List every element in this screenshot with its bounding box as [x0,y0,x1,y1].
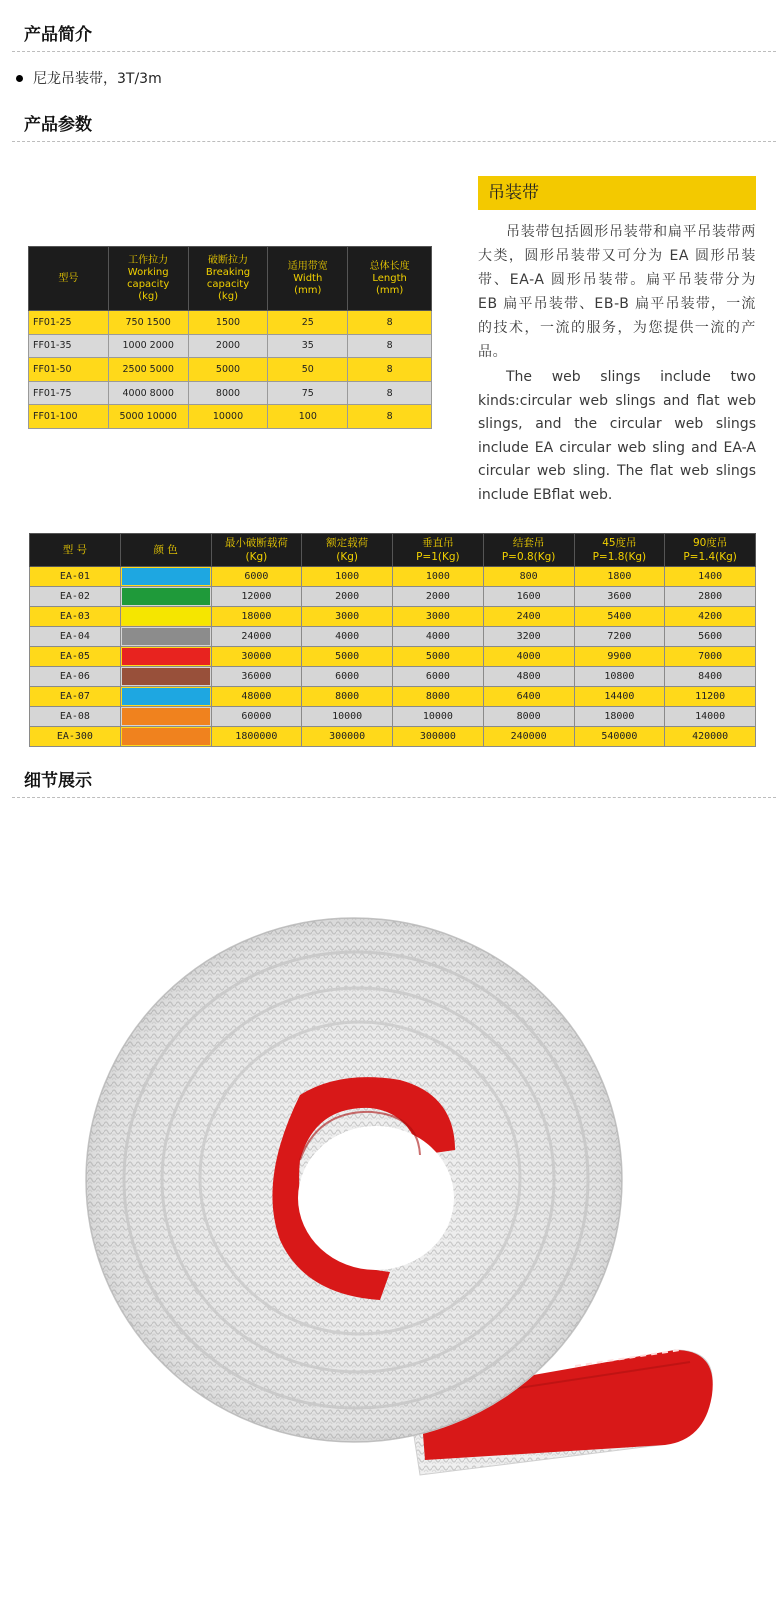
ea-table-cell: 1000 [393,567,484,587]
ff-table-row [29,311,432,335]
ea-table-cell: 8000 [483,707,574,727]
ea-header-cell: 型 号 [30,534,121,567]
description-chinese: 吊装带包括圆形吊装带和扁平吊装带两大类，圆形吊装带又可分为 EA 圆形吊装带、EA-A 圆形吊装带。扁平吊装带分为 EB 扁平吊装带、EB-B 扁平吊装带，一流的技术，一流的服务，为您提供一流的产品。 [478,224,756,360]
ea-table-cell: 24000 [211,627,302,647]
ea-model-cell: EA-05 [30,647,121,667]
color-swatch [122,728,210,745]
ff-table-cell: FF01-35 [29,334,109,358]
ea-header-cell: 结套吊 P=0.8(Kg) [483,534,574,567]
ea-table-cell: 14400 [574,687,665,707]
ff-table-cell: 25 [268,311,348,335]
ea-table-cell: 8000 [302,687,393,707]
ea-color-cell [120,567,211,587]
ff-table-cell: 750 1500 [108,311,188,335]
color-swatch [122,588,210,605]
color-swatch [122,608,210,625]
ea-table-row [30,647,756,667]
ea-table-cell: 4200 [665,607,756,627]
ea-table-row [30,727,756,747]
ea-table-cell: 5400 [574,607,665,627]
ea-header-cell: 额定载荷 (Kg) [302,534,393,567]
ea-table-cell: 10800 [574,667,665,687]
ea-table-cell: 9900 [574,647,665,667]
color-swatch [122,648,210,665]
ea-table-cell: 12000 [211,587,302,607]
ff-table-row [29,381,432,405]
ea-table-cell: 4000 [302,627,393,647]
ea-table-cell: 3600 [574,587,665,607]
ea-table-cell: 11200 [665,687,756,707]
ea-table-cell: 5000 [302,647,393,667]
ea-table-cell: 2000 [393,587,484,607]
ea-color-cell [120,687,211,707]
ea-table-row [30,587,756,607]
section-title-intro: 产品简介 [12,18,776,52]
ea-table-row [30,687,756,707]
ff-table-cell: 8 [348,358,432,382]
ff-table-cell: 8 [348,311,432,335]
ff-table-row [29,405,432,429]
section-title-params: 产品参数 [12,108,776,142]
ff-table-cell: 10000 [188,405,268,429]
ff-header-cell: 型号 [29,247,109,311]
ea-table-cell: 1000 [302,567,393,587]
ea-model-cell: EA-08 [30,707,121,727]
ea-model-cell: EA-03 [30,607,121,627]
ea-table-cell: 6000 [393,667,484,687]
ff-table-cell: 100 [268,405,348,429]
ea-header-cell: 最小破断载荷 (Kg) [211,534,302,567]
ea-table-cell: 30000 [211,647,302,667]
ea-color-cell [120,647,211,667]
color-swatch [122,568,210,585]
ff-spec-table [28,246,432,429]
ff-table-cell: 35 [268,334,348,358]
ea-table-cell: 4000 [483,647,574,667]
ea-table-cell: 240000 [483,727,574,747]
ea-header-cell: 45度吊 P=1.8(Kg) [574,534,665,567]
ea-table-body [30,567,756,747]
ea-color-cell [120,587,211,607]
ea-model-cell: EA-01 [30,567,121,587]
product-photo [0,880,776,1610]
ea-table-cell: 14000 [665,707,756,727]
ea-table-cell: 10000 [302,707,393,727]
bullet-icon [16,75,23,82]
intro-text: 尼龙吊装带，3T/3m [33,71,162,87]
ea-color-cell [120,667,211,687]
ff-table-cell: 1500 [188,311,268,335]
ff-table-cell: 2000 [188,334,268,358]
ea-table-cell: 3000 [302,607,393,627]
ea-model-cell: EA-02 [30,587,121,607]
color-swatch [122,628,210,645]
ff-table-cell: 4000 8000 [108,381,188,405]
ff-header-cell: 总体长度 Length (mm) [348,247,432,311]
ea-table-cell: 2800 [665,587,756,607]
color-swatch [122,668,210,685]
ea-table-cell: 300000 [393,727,484,747]
ff-table-row [29,358,432,382]
ea-table-cell: 4800 [483,667,574,687]
ea-table-cell: 1400 [665,567,756,587]
ff-table-cell: 2500 5000 [108,358,188,382]
ea-color-cell [120,727,211,747]
ea-header-cell: 90度吊 P=1.4(Kg) [665,534,756,567]
ea-spec-table [29,533,756,747]
ea-table-cell: 8400 [665,667,756,687]
ff-header-row [29,247,432,311]
ea-table-cell: 1600 [483,587,574,607]
ff-table-cell: 1000 2000 [108,334,188,358]
ff-table-body [29,311,432,429]
ea-header-row [30,534,756,567]
ea-table-cell: 8000 [393,687,484,707]
ea-model-cell: EA-07 [30,687,121,707]
ff-table-cell: 8 [348,334,432,358]
ff-table-row [29,334,432,358]
ea-table-cell: 300000 [302,727,393,747]
ea-model-cell: EA-04 [30,627,121,647]
ea-table-cell: 5000 [393,647,484,667]
ea-table-cell: 7200 [574,627,665,647]
ea-table-cell: 18000 [211,607,302,627]
ea-table-cell: 1800000 [211,727,302,747]
ea-table-cell: 5600 [665,627,756,647]
ea-table-cell: 2400 [483,607,574,627]
ea-table-cell: 10000 [393,707,484,727]
ea-table-row [30,627,756,647]
ff-table-cell: 5000 10000 [108,405,188,429]
ea-color-cell [120,707,211,727]
ea-table-cell: 1800 [574,567,665,587]
ff-table-cell: FF01-25 [29,311,109,335]
description-panel [478,176,756,507]
ff-table-cell: FF01-75 [29,381,109,405]
ea-table-cell: 4000 [393,627,484,647]
description-heading: 吊装带 [478,176,756,210]
ea-table-cell: 36000 [211,667,302,687]
ea-color-cell [120,607,211,627]
ea-table-cell: 2000 [302,587,393,607]
ff-header-cell: 适用带宽 Width (mm) [268,247,348,311]
ea-model-cell: EA-06 [30,667,121,687]
ea-table-cell: 540000 [574,727,665,747]
ea-color-cell [120,627,211,647]
ff-table-cell: 8 [348,405,432,429]
ea-table-cell: 6000 [302,667,393,687]
ea-table-cell: 6000 [211,567,302,587]
ea-table-row [30,607,756,627]
ea-table-row [30,707,756,727]
ea-table-cell: 800 [483,567,574,587]
ea-table-cell: 3200 [483,627,574,647]
ff-table-cell: 8 [348,381,432,405]
ff-table-cell: FF01-100 [29,405,109,429]
ff-table-cell: 75 [268,381,348,405]
color-swatch [122,708,210,725]
ea-table-cell: 60000 [211,707,302,727]
ea-model-cell: EA-300 [30,727,121,747]
color-swatch [122,688,210,705]
section-title-details: 细节展示 [12,764,776,798]
ea-header-cell: 颜 色 [120,534,211,567]
ff-header-cell: 工作拉力 Working capacity (kg) [108,247,188,311]
ff-header-cell: 破断拉力 Breaking capacity (kg) [188,247,268,311]
ea-table-cell: 3000 [393,607,484,627]
ea-table-row [30,567,756,587]
description-english: The web slings include two kinds:circular web slings and flat web slings, and the circular web slings include EA circular web sling and EA-A circular web sling. The flat web slings include EBflat web. [478,369,756,503]
ea-table-cell: 48000 [211,687,302,707]
ea-table-cell: 420000 [665,727,756,747]
ea-header-cell: 垂直吊 P=1(Kg) [393,534,484,567]
intro-item [16,68,162,88]
ea-table-cell: 18000 [574,707,665,727]
ff-table-cell: 8000 [188,381,268,405]
ff-table-cell: 5000 [188,358,268,382]
ea-table-row [30,667,756,687]
ff-table-cell: FF01-50 [29,358,109,382]
ea-table-cell: 7000 [665,647,756,667]
ff-table-cell: 50 [268,358,348,382]
ea-table-cell: 6400 [483,687,574,707]
